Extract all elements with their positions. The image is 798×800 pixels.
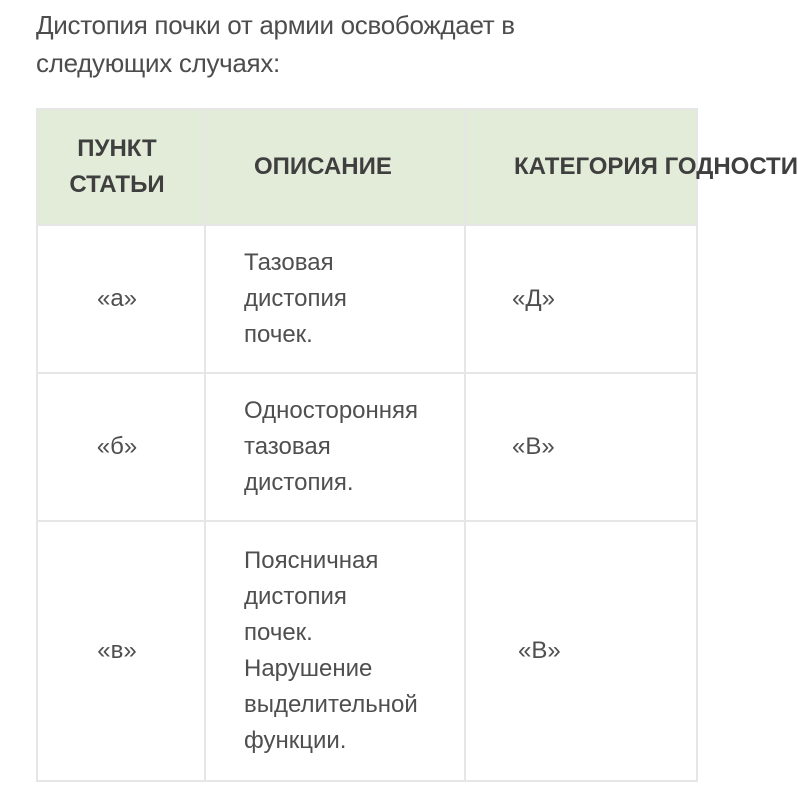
cell-description: Поясничная дистопия почек. Нарушение выделительной функции.: [205, 521, 465, 781]
categories-table: [36, 108, 798, 782]
header-category: КАТЕГОРИЯ ГОДНОСТИ: [465, 109, 697, 225]
cell-description: Тазовая дистопия почек.: [205, 225, 465, 373]
cell-category: «В»: [465, 521, 697, 781]
intro-text: Дистопия почки от армии освобождает в следующих случаях:: [36, 10, 515, 78]
categories-table-container: [36, 108, 798, 788]
cell-description: Односторонняя тазовая дистопия.: [205, 373, 465, 521]
table-row: [37, 521, 697, 781]
cell-category: «Д»: [465, 225, 697, 373]
header-point: ПУНКТ СТАТЬИ: [37, 109, 205, 225]
cell-category: «В»: [465, 373, 697, 521]
header-description: ОПИСАНИЕ: [205, 109, 465, 225]
table-header-row: [37, 109, 697, 225]
cell-point: «б»: [37, 373, 205, 521]
table-row: [37, 225, 697, 373]
cell-point: «а»: [37, 225, 205, 373]
table-row: [37, 373, 697, 521]
cell-point: «в»: [37, 521, 205, 781]
